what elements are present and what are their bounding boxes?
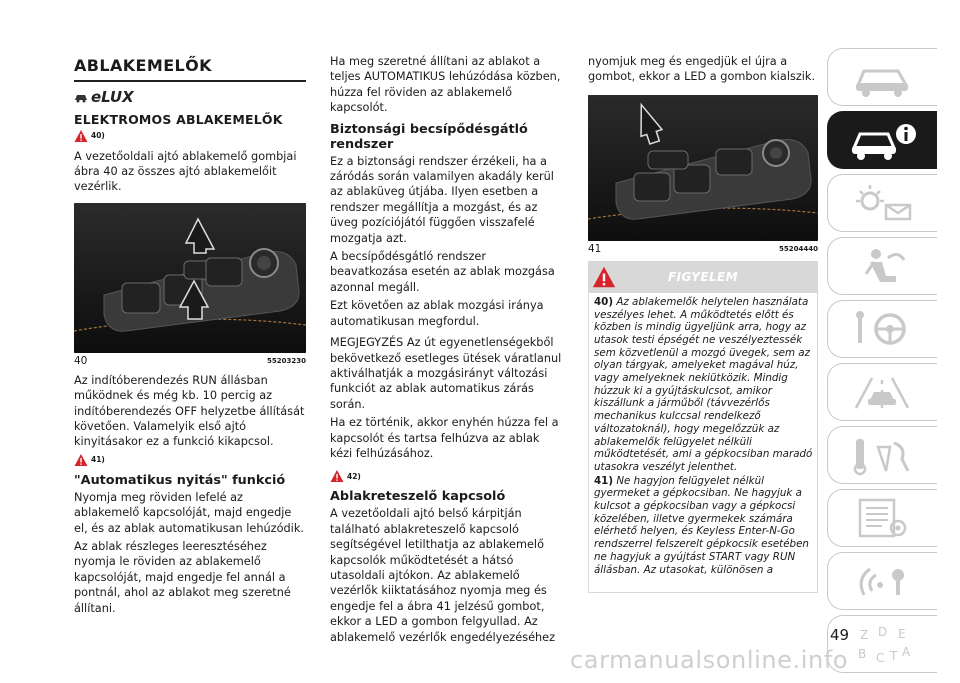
figure-41-caption [588, 243, 818, 255]
figure-number: 41 [588, 242, 602, 255]
paragraph: Ez a biztonsági rendszer érzékeli, ha a záródás során valamilyen akadály kerül az ablaküveg útjába. Ilyen esetben a rendszer megállítja a mozgást, és az üveg pozíciójától függően visszafelé mozgatja azt. [330, 154, 554, 245]
warning-ref-40: 40) [74, 129, 306, 143]
tab-warning-lights[interactable] [827, 174, 937, 232]
tab-in-emergency[interactable] [827, 363, 937, 421]
tab-servicing[interactable] [827, 489, 937, 547]
warning-ref-42: 42) [330, 469, 562, 483]
steering-wheel-icon [846, 307, 920, 351]
warning-triangle-icon [592, 265, 616, 289]
note-paragraph: MEGJEGYZÉS Az út egyenetlenségekből bekövetkező esetleges ütések váratlanul aktiválhatják a mozgásirányt változási funkciót az ablak automatikus zárás során. [330, 336, 562, 411]
elux-logo [74, 88, 306, 106]
car-info-icon [846, 118, 920, 162]
column-3 [588, 48, 818, 593]
chapter-tabs [827, 48, 937, 678]
warning-41: 41) Ne hagyjon felügyelet nélkül gyermeket a gépkocsiban. Ne hagyjuk a kulcsot a gépkocsiban vagy a gépkocsi közelében, illetve gyermekek számára elérhető helyen, és Keyless Enter-N-Go rendszerrel felszerelt gépkocsik esetében ne hagyjuk a gyújtást START vagy RUN állásban. Az utasokat, különösen a [594, 474, 809, 576]
paragraph: A vezetőoldali ajtó belső kárpitján található ablakreteszelő kapcsoló segítségével letilthatja az ablakemelő kapcsolók működtetését a hátsó utasoldali ajtókon. Az ablakemelő vezérlők kiiktatásához nyomja meg és engedje fel a ábra 41 jelzésű gombot, ekkor a LED a gombon felgyullad. Az ablakemelő vezérlők engedélyezéséhez [330, 507, 556, 644]
tab-emergency-tools[interactable] [827, 426, 937, 484]
figure-41-photo [588, 95, 818, 241]
paragraph: A vezetőoldali ajtó ablakemelő gombjai ábra 40 az összes ajtó ablakemelőit vezérlik. [74, 149, 297, 194]
warning-ref-41: 41) [74, 453, 306, 467]
road-car-icon [846, 370, 920, 414]
tab-starting-driving[interactable] [827, 300, 937, 358]
car-icon [74, 90, 88, 104]
paragraph: Ha ez történik, akkor enyhén húzza fel a kapcsolót és tartsa felhúzva az ablak kézi felhúzásához. [330, 416, 559, 460]
paragraph: Az indítóberendezés RUN állásban működnek és még kb. 10 percig az indítóberendezés OFF helyzetbe állítását követően. Valamelyik első ajtó kinyitásakor ez a funkció kikapcsol. [74, 373, 305, 449]
warning-triangle-icon [74, 129, 88, 143]
svg-text:A: A [901, 645, 910, 659]
tab-safety[interactable] [827, 237, 937, 295]
footer-watermark: carmanualsonline.info [570, 646, 849, 674]
warning-title: FIGYELEM [668, 269, 738, 284]
car-dashboard-icon [846, 55, 920, 99]
warning-40: 40) Az ablakemelők helytelen használata veszélyes lehet. A működtetés előtt és közben is mindig ügyeljünk arra, hogy az utasok testi épségét ne veszélyeztessék sem közvetlenül a mozgó üvegek, sem az olyan tárgyak, amelyeket magával húz, vagy amelyeknek nekiütközik. Mindig húzzuk ki a gyújtáskulcsot, amikor kiszállunk a járműből (távvezérlős mechanikus kulccsal rendelkező változatoknál), hogy megelőzzük az ablakemelők felügyelet nélküli működtetését, ami a gépkocsiban maradó utasokra veszélyt jelenthet. [594, 295, 813, 473]
page-number: 49 [830, 626, 850, 644]
window-lock-switch-image [588, 95, 818, 241]
maintenance-list-icon [846, 496, 920, 540]
paragraph: nyomjuk meg és engedjük el újra a gombot, ekkor a LED a gombon kialszik. [588, 55, 816, 84]
section-title: ABLAKEMELŐK [74, 56, 212, 75]
warning-header [588, 261, 818, 293]
airbag-seat-icon [846, 244, 920, 288]
warning-triangle-icon [330, 469, 344, 483]
heading-auto-open: "Automatikus nyitás" funkció [74, 472, 286, 488]
elux-logo-text: eLUX [91, 87, 134, 106]
window-switch-panel-image [74, 203, 306, 353]
figure-code: 55204440 [779, 244, 818, 253]
paragraph: Ha meg szeretné állítani az ablakot a teljes AUTOMATIKUS lehúzódása közben, húzza fel röviden az ablakemelő kapcsolót. [330, 55, 561, 115]
subsection-title: ELEKTROMOS ABLAKEMELŐK [74, 111, 283, 127]
figure-code: 55203230 [267, 356, 306, 365]
svg-text:E: E [897, 627, 906, 641]
column-2 [330, 48, 562, 648]
warning-triangle-icon [74, 453, 88, 467]
multimedia-icon [846, 559, 920, 603]
tab-dashboard[interactable] [827, 48, 937, 106]
paragraph: A becsípődésgátló rendszer beavatkozása esetén az ablak mozgása azonnal megáll. [330, 250, 555, 294]
emergency-tools-icon [846, 433, 920, 477]
svg-text:D: D [877, 625, 887, 639]
tab-multimedia[interactable] [827, 552, 937, 610]
svg-text:T: T [889, 649, 897, 663]
paragraph: Nyomja meg röviden lefelé az ablakemelő kapcsolóját, majd engedje el, és az ablak automatikusan lehúzódik. [74, 490, 304, 535]
svg-text:C: C [875, 651, 884, 665]
column-1 [74, 48, 306, 619]
warning-box [588, 293, 818, 593]
figure-40-photo [74, 203, 306, 353]
warning-lights-icon [846, 181, 920, 225]
svg-text:B: B [857, 647, 866, 661]
heading-safety: Biztonsági becsípődésgátló rendszer [330, 121, 528, 152]
heading-window-lock: Ablakreteszelő kapcsoló [330, 489, 506, 505]
paragraph: Az ablak részleges leeresztéséhez nyomja le röviden az ablakemelő kapcsolóját, majd engedje fel annál a pontnál, ahol az ablakot meg szeretné állítani. [74, 539, 291, 615]
svg-text:Z: Z [859, 628, 868, 642]
paragraph: Ezt követően az ablak mozgási iránya automatikusan megfordul. [330, 299, 544, 328]
title-rule [74, 80, 306, 82]
figure-number: 40 [74, 354, 88, 367]
figure-40-caption [74, 355, 306, 367]
tab-getting-to-know[interactable] [827, 111, 937, 169]
